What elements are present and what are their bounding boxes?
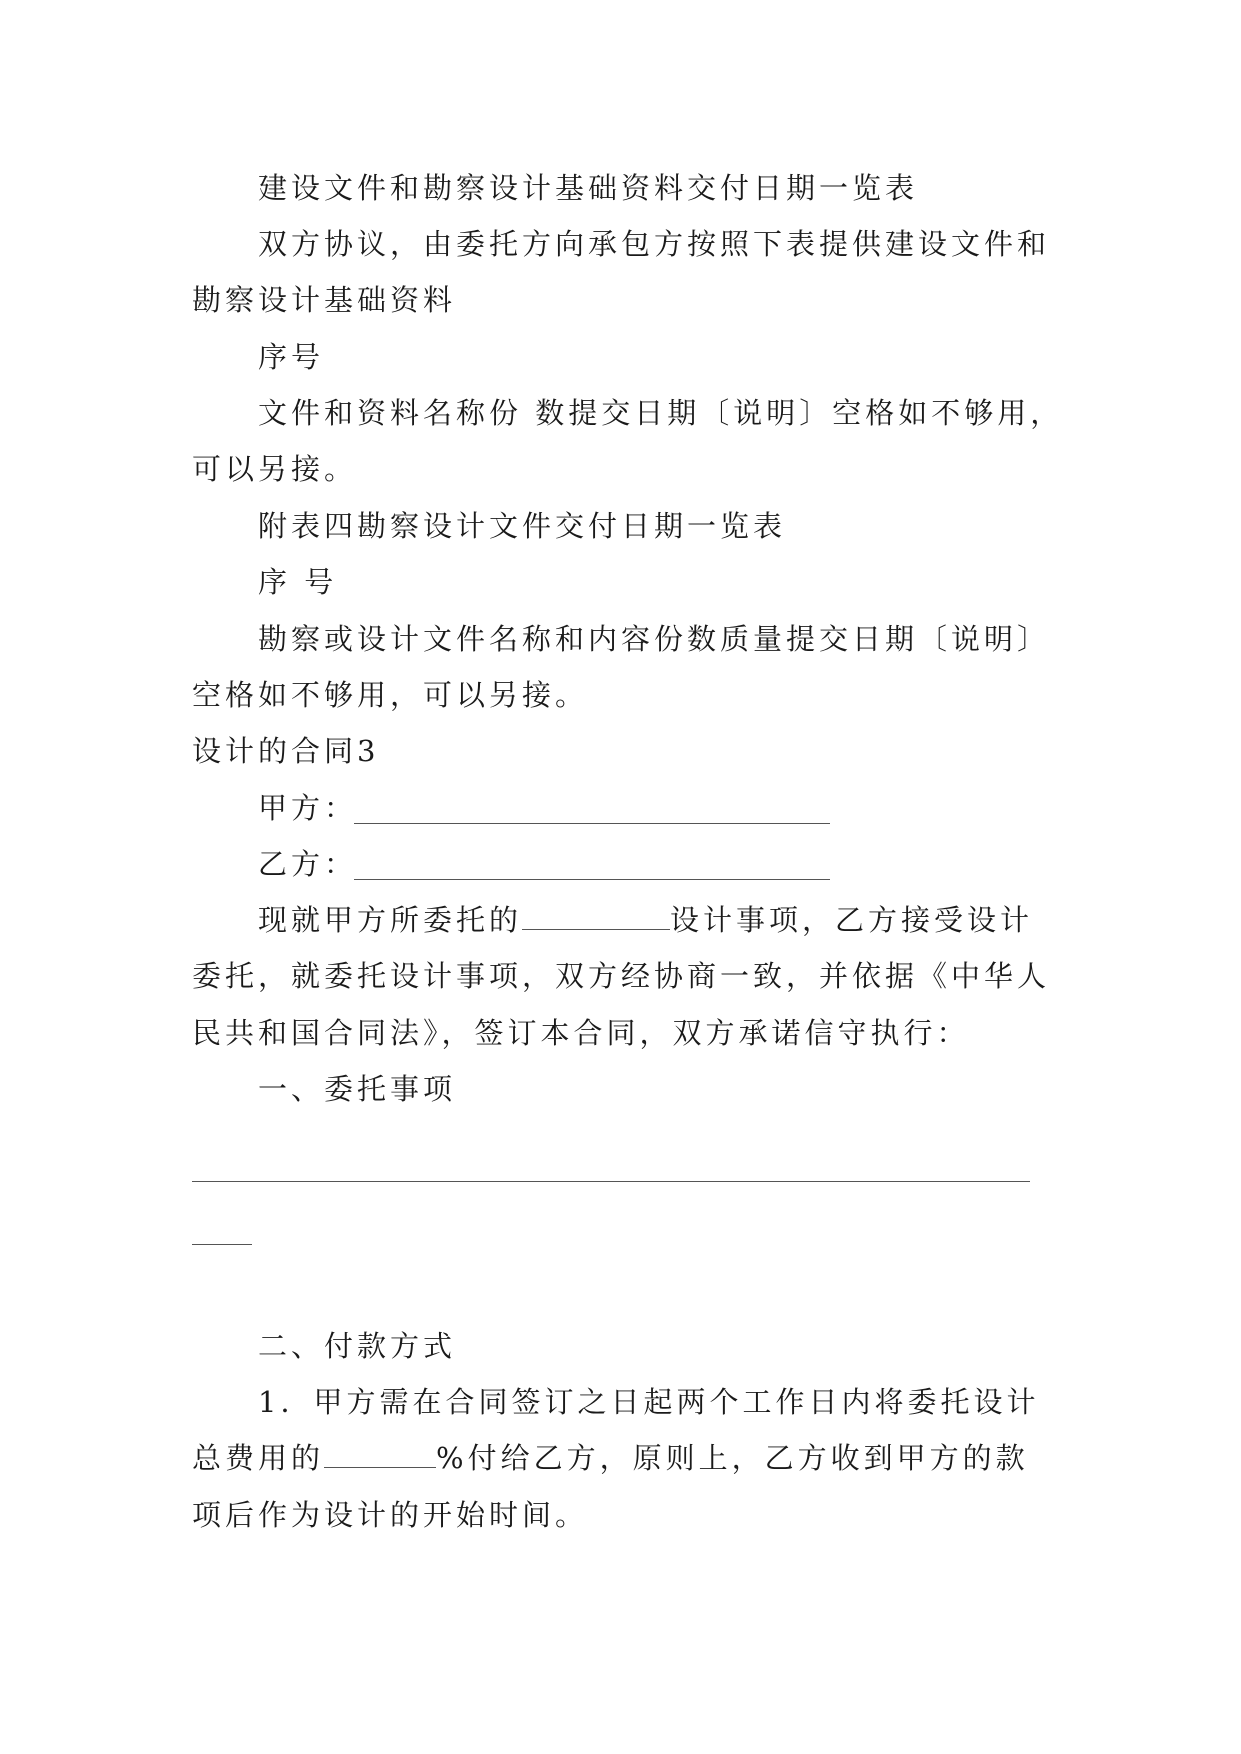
section-heading: 二、付款方式 [258, 1329, 457, 1363]
paragraph-line: 项后作为设计的开始时间。 [192, 1498, 589, 1532]
project-blank [522, 907, 670, 930]
paragraph-line: 序 号 [258, 565, 338, 599]
party-b-label: 乙方： [258, 847, 358, 881]
paragraph-line: 文件和资料名称份 数提交日期〔说明〕空格如不够用， [258, 396, 1064, 430]
section-heading: 一、委托事项 [258, 1072, 457, 1106]
party-a-label: 甲方： [258, 791, 358, 825]
paragraph-line: 委托，就委托设计事项，双方经协商一致，并依据《中华人 [192, 959, 1051, 993]
paragraph-line: 1．甲方需在合同签订之日起两个工作日内将委托设计 [258, 1385, 1040, 1419]
paragraph-line: 民共和国合同法》，签订本合同，双方承诺信守执行： [192, 1016, 970, 1050]
entrustment-blank-line [192, 1181, 1030, 1182]
text-segment: 设计事项，乙方接受设计 [670, 903, 1034, 937]
party-a-blank [354, 823, 830, 824]
paragraph-line: 序号 [258, 340, 325, 374]
text-segment: 现就甲方所委托的 [258, 903, 523, 937]
percent-blank [324, 1445, 436, 1468]
paragraph-line [192, 1438, 1029, 1478]
paragraph-line: 勘察设计基础资料 [192, 283, 457, 317]
party-b-line [258, 844, 357, 884]
entrustment-blank-line-end [192, 1244, 252, 1245]
section-heading: 设计的合同3 [192, 734, 380, 768]
paragraph-line: 勘察或设计文件名称和内容份数质量提交日期〔说明〕 [258, 622, 1051, 656]
text-segment: 总费用的 [192, 1441, 325, 1475]
paragraph-line: 附表四勘察设计文件交付日期一览表 [258, 509, 787, 543]
text-segment: %付给乙方，原则上，乙方收到甲方的款 [436, 1441, 1029, 1475]
paragraph-line [258, 900, 1033, 940]
paragraph-line: 空格如不够用，可以另接。 [192, 678, 589, 712]
paragraph-line: 双方协议，由委托方向承包方按照下表提供建设文件和 [258, 227, 1051, 261]
paragraph-line: 可以另接。 [192, 452, 358, 486]
party-b-blank [354, 879, 830, 880]
paragraph-title: 建设文件和勘察设计基础资料交付日期一览表 [258, 171, 919, 205]
party-a-line [258, 788, 357, 828]
